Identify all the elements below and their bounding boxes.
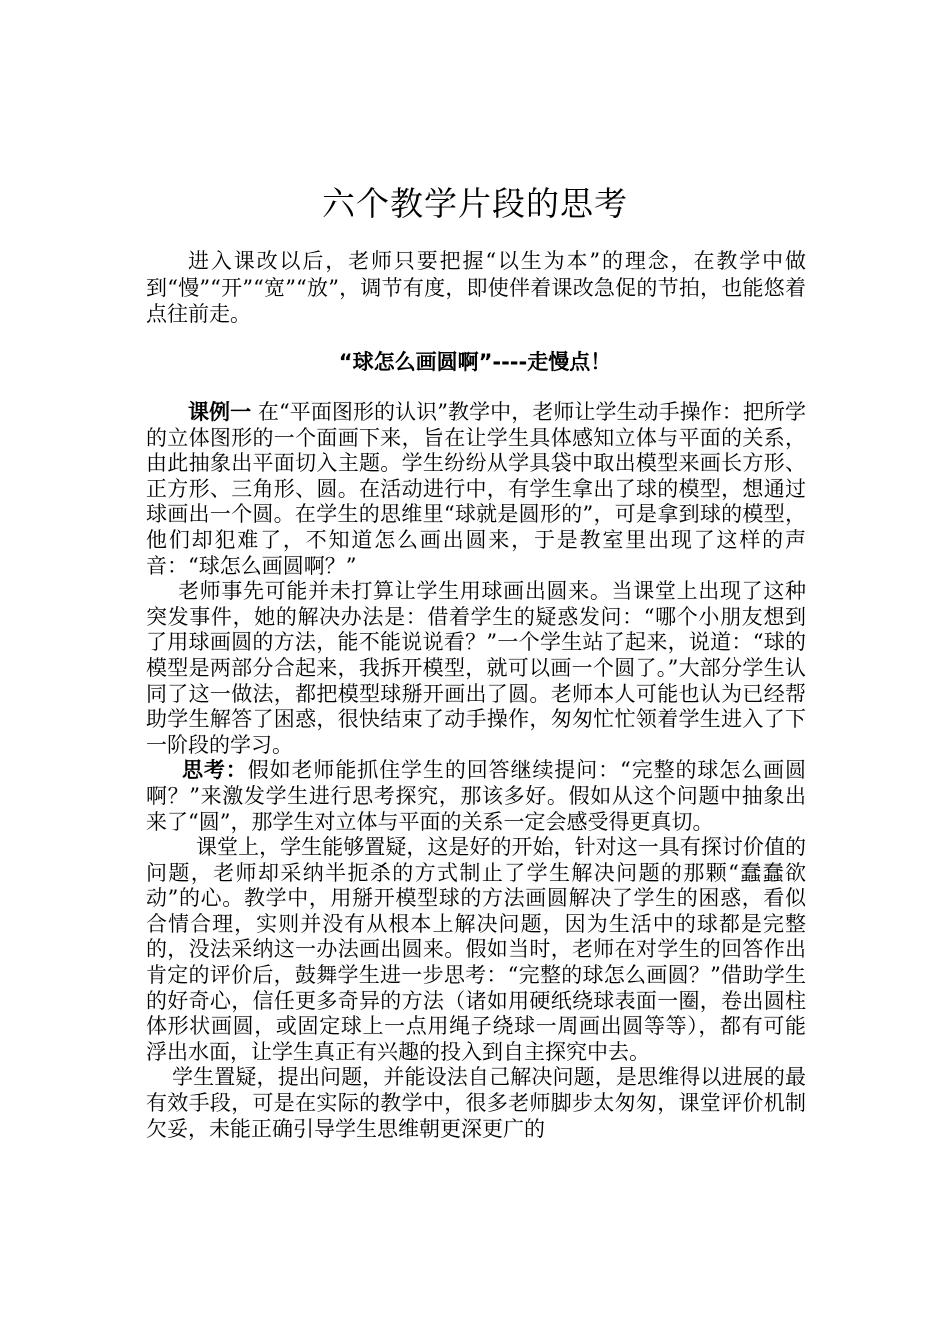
think-label: 思考： bbox=[182, 758, 248, 783]
section-content bbox=[146, 400, 806, 1142]
case-label: 课例一 bbox=[188, 400, 252, 424]
think-text: 假如老师能抓住学生的回答继续提问：“完整的球怎么画圆啊？”来激发学生进行思考探究，那该多好。假如从这个问题中抽象出来了“圆”，那学生对立体与平面的关系一定会感受得更真切。 bbox=[146, 758, 807, 834]
intro-paragraph: 进入课改以后，老师只要把握“以生为本”的理念，在教学中做到“慢”“开”“宽”“放”，调节有度，即使伴着课改急促的节拍，也能悠着点往前走。 bbox=[146, 249, 806, 326]
teacher-response-paragraph: 老师事先可能并未打算让学生用球画出圆来。当课堂上出现了这种突发事件，她的解决办法是：借着学生的疑惑发问：“哪个小朋友想到了用球画圆的方法，能不能说说看？”一个学生站了起来，说道：“球的模型是两部分合起来，我拆开模型，就可以画一个圆了。”大部分学生认同了这一做法，都把模型球掰开画出了圆。老师本人可能也认为已经帮助学生解答了困惑，很快结束了动手操作，匆匆忙忙领着学生进入了下一阶段的学习。 bbox=[146, 579, 806, 757]
document-title: 六个教学片段的思考 bbox=[322, 184, 628, 223]
section-heading: “球怎么画圆啊”----走慢点！ bbox=[338, 350, 612, 374]
case-text: 在“平面图形的认识”教学中，老师让学生动手操作：把所学的立体图形的一个面画下来，旨在让学生具体感知立体与平面的关系，由此抽象出平面切入主题。学生纷纷从学具袋中取出模型来画长方形、正方形、三角形、圆。在活动进行中，有学生拿出了球的模型，想通过球画出一个圆。在学生的思维里“球就是圆形的”，可是拿到球的模型，他们却犯难了，不知道怎么画出圆来，于是教室里出现了这样的声音：“球怎么画圆啊？” bbox=[146, 400, 806, 578]
conclusion-paragraph: 学生置疑，提出问题，并能设法自己解决问题，是思维得以进展的最有效手段，可是在实际的教学中，很多老师脚步太匆匆，课堂评价机制欠妥，未能正确引导学生思维朝更深更广的 bbox=[146, 1065, 806, 1141]
analysis-paragraph: 课堂上，学生能够置疑，这是好的开始，针对这一具有探讨价值的问题，老师却采纳半扼杀的方式制止了学生解决问题的那颗“蠢蠢欲动”的心。教学中，用掰开模型球的方法画圆解决了学生的困惑，看似合情合理，实则并没有从根本上解决问题，因为生活中的球都是完整的，没法采纳这一办法画出圆来。假如当时，老师在对学生的回答作出肯定的评价后，鼓舞学生进一步思考：“完整的球怎么画圆？”借助学生的好奇心，信任更多奇异的方法（诸如用硬纸绕球表面一圈，卷出圆柱体形状画圆，或固定球上一点用绳子绕球一周画出圆等等），都有可能浮出水面，让学生真正有兴趣的投入到自主探究中去。 bbox=[146, 835, 806, 1064]
think-paragraph bbox=[146, 758, 806, 835]
case-paragraph bbox=[146, 400, 806, 579]
